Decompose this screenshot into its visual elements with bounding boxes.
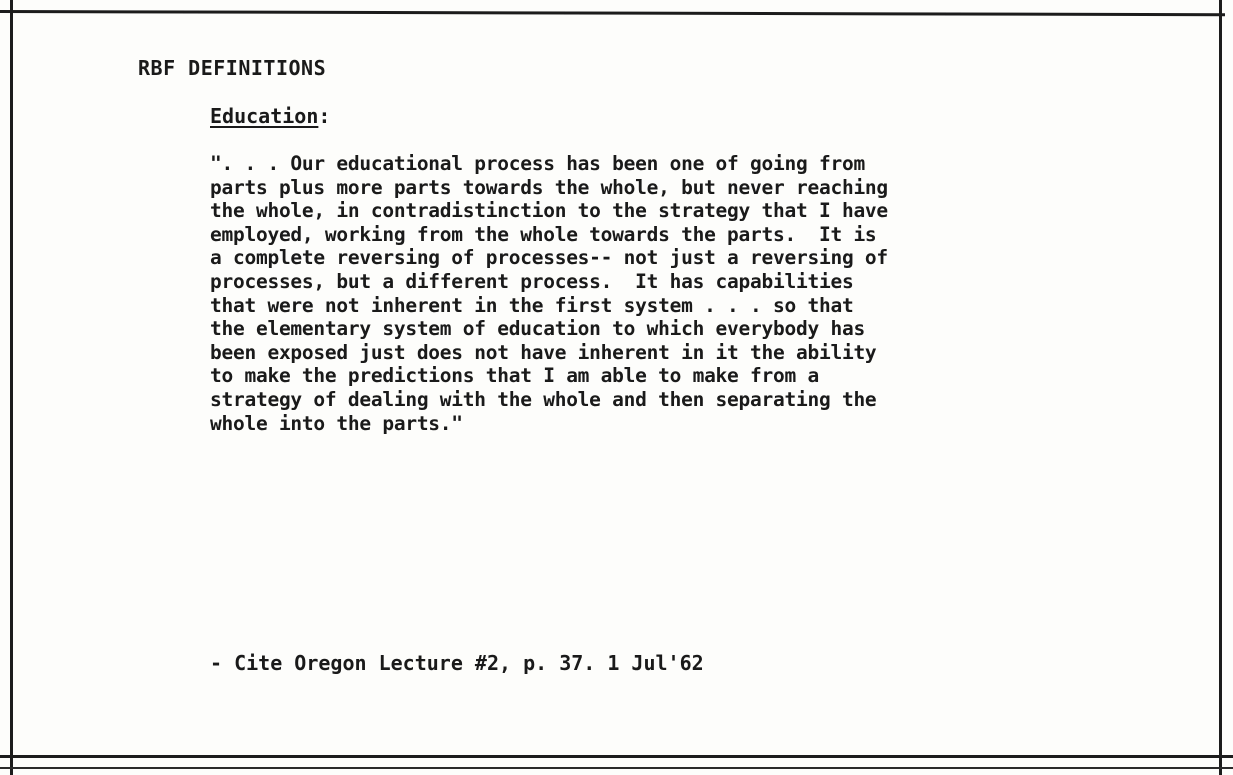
definition-term-text: Education — [210, 104, 319, 128]
card-border-left — [10, 0, 13, 775]
definition-term-colon: : — [318, 104, 331, 128]
quote-line: a complete reversing of processes-- not just a reversing of — [210, 246, 888, 270]
quote-line: whole into the parts." — [210, 411, 463, 435]
quote-line: to make the predictions that I am able to make from a — [210, 364, 819, 388]
quote-line: employed, working from the whole towards the parts. It is — [210, 222, 877, 246]
quote-line: processes, but a different process. It has capabilities — [210, 269, 854, 293]
quote-line: ". . . Our educational process has been one of going from — [210, 152, 865, 175]
definition-quote — [210, 152, 1070, 435]
card-border-top — [0, 10, 1225, 16]
card-border-bottom — [0, 755, 1233, 758]
quote-line: the elementary system of education to which everybody has — [210, 317, 865, 341]
quote-line: strategy of dealing with the whole and then separating the — [210, 387, 877, 411]
citation: - Cite Oregon Lecture #2, p. 37. 1 Jul'62 — [210, 651, 704, 675]
card-border-right — [1219, 0, 1222, 775]
definition-term — [210, 104, 330, 128]
card-header: RBF DEFINITIONS — [138, 56, 327, 80]
quote-line: been exposed just does not have inherent in it the ability — [210, 340, 877, 364]
quote-line: that were not inherent in the first system . . . so that — [210, 293, 854, 317]
quote-line: the whole, in contradistinction to the strategy that I have — [210, 199, 888, 223]
card-border-bottom-secondary — [0, 767, 1233, 769]
quote-line: parts plus more parts towards the whole, but never reaching — [210, 175, 888, 199]
